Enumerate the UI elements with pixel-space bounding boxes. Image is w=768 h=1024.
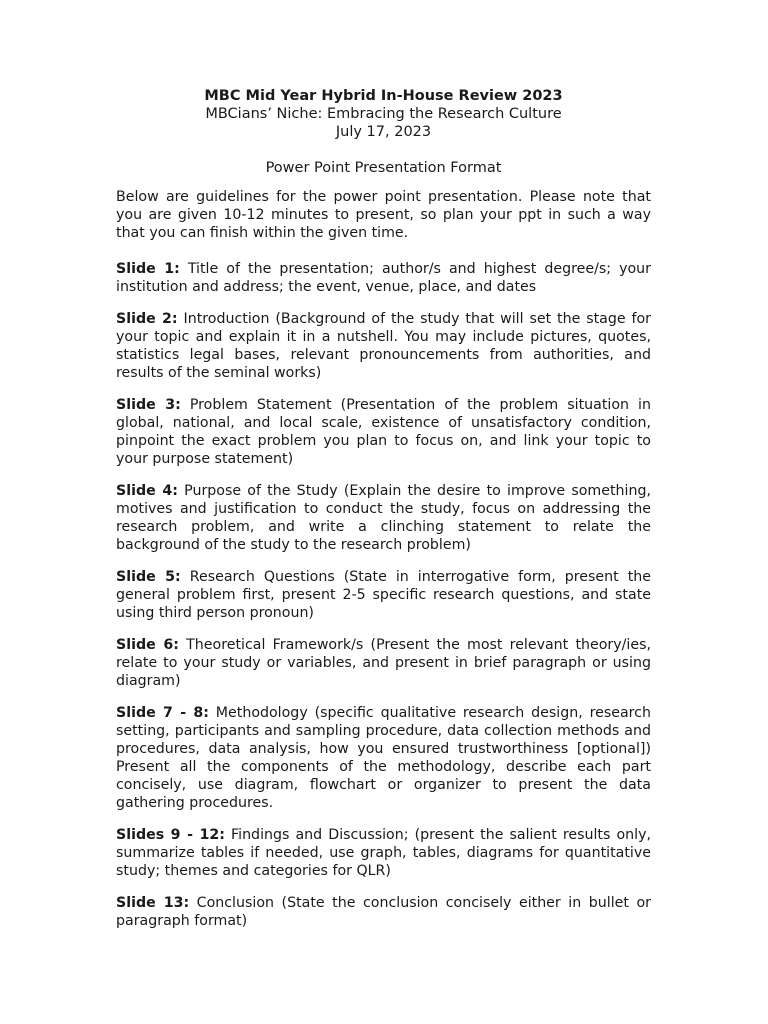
document-subtitle: MBCians’ Niche: Embracing the Research Culture: [205, 106, 562, 122]
slide-13-paragraph: [116, 894, 651, 930]
slide-4-paragraph: [116, 482, 651, 554]
slide-4-label: Slide 4:: [116, 483, 178, 499]
document-body: [116, 188, 651, 944]
slide-5-text: Research Questions (State in interrogative form, present the general problem first, present 2-5 specific research questions, and state using third person pronoun): [116, 569, 652, 621]
document-header: [116, 87, 651, 177]
slide-1-paragraph: [116, 260, 651, 296]
slide-2-text: Introduction (Background of the study that will set the stage for your topic and explain it in a nutshell. You may include pictures, quotes, statistics legal bases, relevant pronouncements from authorities, and results of the seminal works): [116, 311, 651, 381]
slide-1-label: Slide 1:: [116, 261, 180, 277]
slide-2-paragraph: [116, 310, 651, 382]
slide-6-label: Slide 6:: [116, 637, 179, 653]
document-title: MBC Mid Year Hybrid In-House Review 2023: [204, 88, 563, 104]
slides-9-12-text: Findings and Discussion; (present the salient results only, summarize tables if needed, use graph, tables, diagrams for quantitative study; themes and categories for QLR): [116, 827, 651, 879]
slide-3-paragraph: [116, 396, 651, 468]
slide-13-text: Conclusion (State the conclusion concisely either in bullet or paragraph format): [116, 895, 651, 929]
slide-1-text: Title of the presentation; author/s and highest degree/s; your institution and address; the event, venue, place, and dates: [116, 261, 652, 295]
intro-paragraph: Below are guidelines for the power point presentation. Please note that you are given 10-12 minutes to present, so plan your ppt in such a way that you can finish within the given time.: [116, 189, 651, 241]
slide-2-label: Slide 2:: [116, 311, 178, 327]
slide-6-paragraph: [116, 636, 651, 690]
slide-5-label: Slide 5:: [116, 569, 181, 585]
slide-6-text: Theoretical Framework/s (Present the most relevant theory/ies, relate to your study or variables, and present in brief paragraph or using diagram): [116, 637, 651, 689]
slide-3-label: Slide 3:: [116, 397, 181, 413]
slide-7-8-label: Slide 7 - 8:: [116, 705, 209, 721]
document-format-heading: Power Point Presentation Format: [265, 160, 502, 176]
slide-7-8-text: Methodology (specific qualitative research design, research setting, participants and sampling procedure, data collection methods and procedures, data analysis, how you ensured trustworthiness [optional]) Present all the components of the methodology, describe each part concisely, use diagram, flowchart or organizer to present the data gathering procedures.: [116, 705, 651, 811]
slide-4-text: Purpose of the Study (Explain the desire to improve something, motives and justification to conduct the study, focus on addressing the research problem, and write a clinching statement to relate the background of the study to the research problem): [116, 483, 651, 553]
slides-9-12-label: Slides 9 - 12:: [116, 827, 225, 843]
slides-9-12-paragraph: [116, 826, 651, 880]
document-date: July 17, 2023: [335, 124, 432, 140]
slide-7-8-paragraph: [116, 704, 651, 812]
slide-13-label: Slide 13:: [116, 895, 190, 911]
slide-3-text: Problem Statement (Presentation of the problem situation in global, national, and local scale, existence of unsatisfactory condition, pinpoint the exact problem you plan to focus on, and link your topic to your purpose statement): [116, 397, 651, 467]
slide-5-paragraph: [116, 568, 651, 622]
